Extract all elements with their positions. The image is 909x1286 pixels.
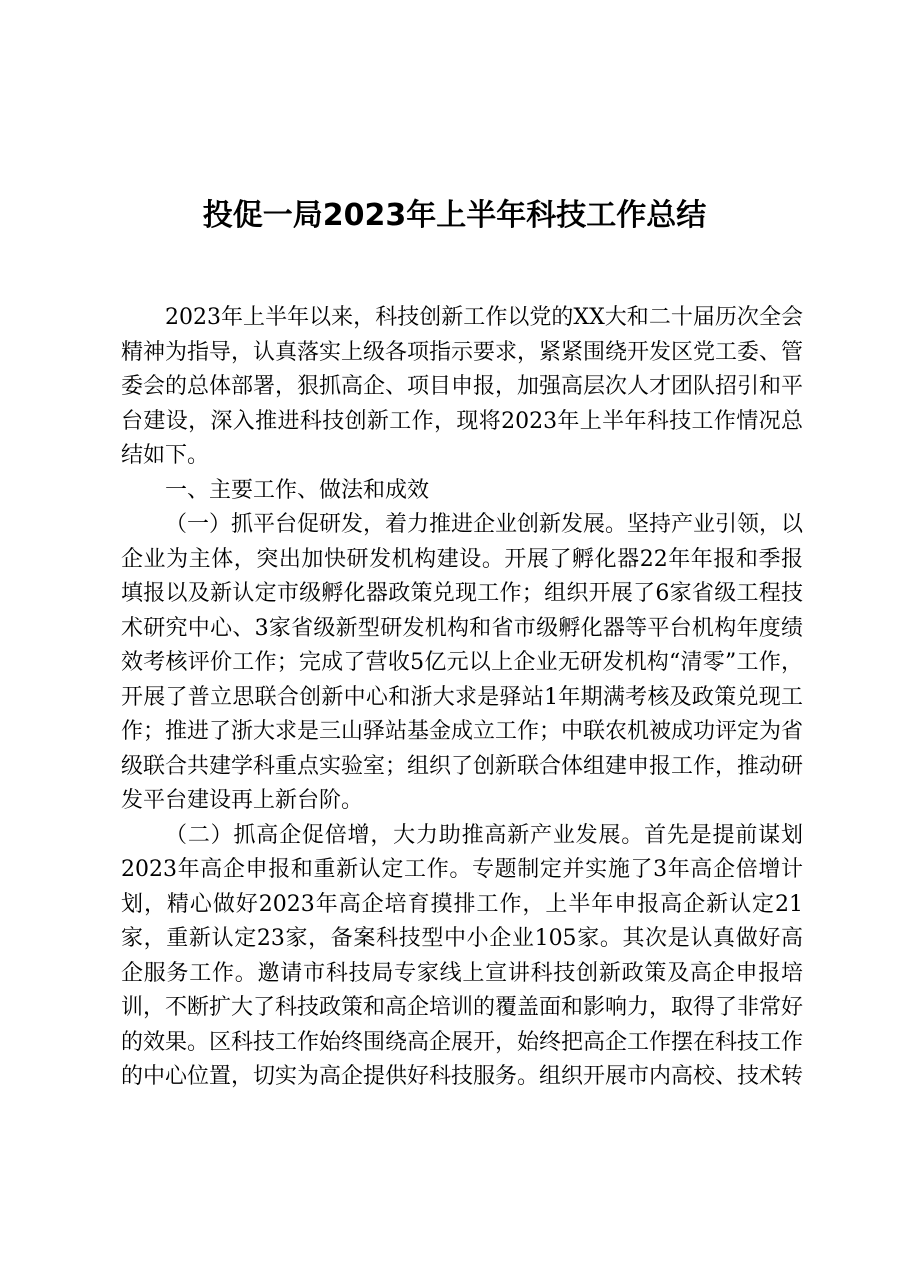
body-paragraph: （一）抓平台促研发，着力推进企业创新发展。坚持产业引领，以企业为主体，突出加快研发机构建设。开展了孵化器22年年报和季报填报以及新认定市级孵化器政策兑现工作；组织开展了6家省级工程技术研究中心、3家省级新型研发机构和省市级孵化器等平台机构年度绩效考核评价工作；完成了营收5亿元以上企业无研发机构“清零”工作，开展了普立思联合创新中心和浙大求是驿站1年期满考核及政策兑现工作；推进了浙大求是三山驿站基金成立工作；中联农机被成功评定为省级联合共建学科重点实验室；组织了创新联合体组建申报工作，推动研发平台建设再上新台阶。 <box>121 512 804 813</box>
intro-paragraph: 2023年上半年以来，科技创新工作以党的XX大和二十届历次全会精神为指导，认真落实上级各项指示要求，紧紧围绕开发区党工委、管委会的总体部署，狠抓高企、项目申报，加强高层次人才团队招引和平台建设，深入推进科技创新工作，现将2023年上半年科技工作情况总结如下。 <box>121 305 804 468</box>
document-body <box>121 301 803 1095</box>
section-heading: 一、主要工作、做法和成效 <box>165 477 430 503</box>
body-paragraph: （二）抓高企促倍增，大力助推高新产业发展。首先是提前谋划2023年高企申报和重新认定工作。专题制定并实施了3年高企倍增计划，精心做好2023年高企培育摸排工作，上半年申报高企新认定21家，重新认定23家，备案科技型中小企业105家。其次是认真做好高企服务工作。邀请市科技局专家线上宣讲科技创新政策及高企申报培训，不断扩大了科技政策和高企培训的覆盖面和影响力，取得了非常好的效果。区科技工作始终围绕高企展开，始终把高企工作摆在科技工作的中心位置，切实为高企提供好科技服务。组织开展市内高校、技术转 <box>121 822 804 1089</box>
document-title: 投促一局2023年上半年科技工作总结 <box>202 198 707 233</box>
